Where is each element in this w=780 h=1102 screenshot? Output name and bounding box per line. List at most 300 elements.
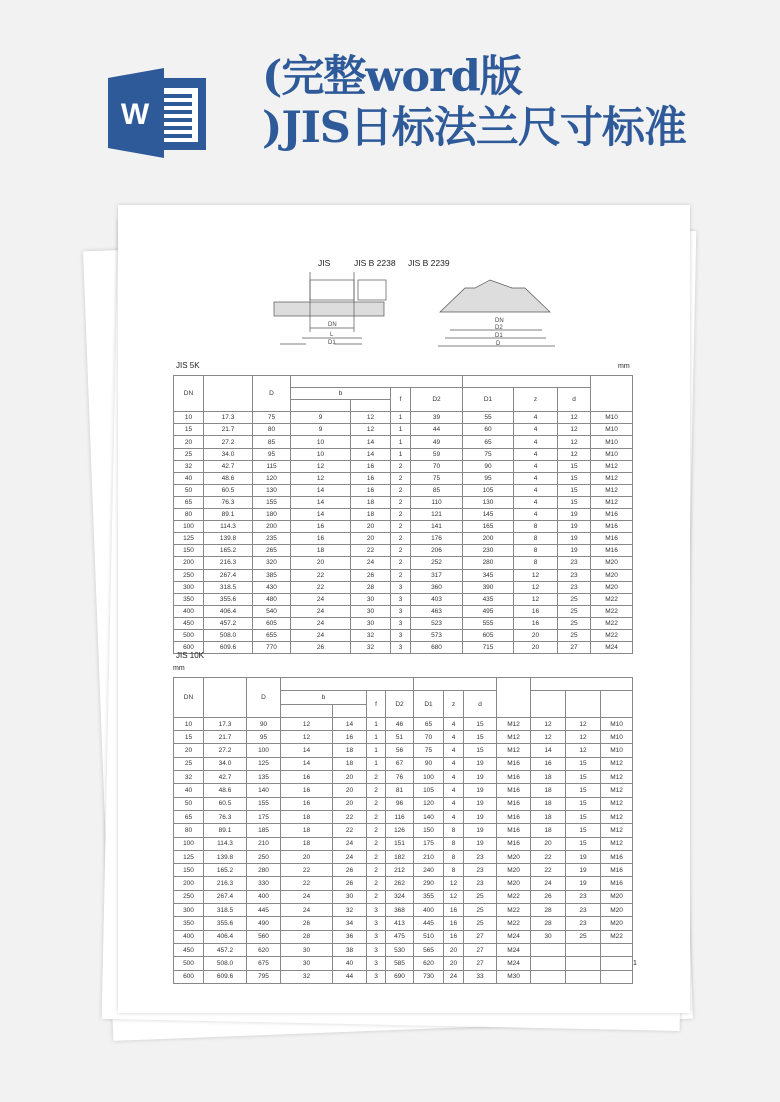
table-cell: 463 — [411, 605, 463, 617]
table-cell: 200 — [174, 557, 204, 569]
table-cell: 24 — [531, 877, 566, 890]
table-cell: 12 — [558, 436, 591, 448]
table-cell: 22 — [281, 877, 333, 890]
table-cell: 445 — [247, 904, 281, 917]
table-cell: 20 — [444, 957, 464, 970]
table-cell: M10 — [601, 717, 633, 730]
table-cell: 75 — [411, 472, 463, 484]
table-cell: 100 — [174, 837, 204, 850]
table-cell: 252 — [411, 557, 463, 569]
table-cell: 76.3 — [204, 496, 253, 508]
table-cell: 24 — [333, 837, 367, 850]
table-cell: 2 — [367, 824, 386, 837]
table-cell: 16 — [444, 930, 464, 943]
table-cell: 368 — [386, 904, 414, 917]
table-cell: M10 — [601, 744, 633, 757]
table-cell: 457.2 — [204, 617, 253, 629]
table-cell: 44 — [411, 424, 463, 436]
table-cell: 12 — [558, 424, 591, 436]
table-cell: 34.0 — [204, 757, 247, 770]
table-cell: 200 — [253, 521, 291, 533]
table-cell: 318.5 — [204, 581, 253, 593]
table-cell: 15 — [464, 717, 497, 730]
table-cell: 19 — [566, 877, 601, 890]
table-cell: 16 — [291, 533, 351, 545]
table-5k-unit: mm — [618, 363, 630, 370]
table-cell: 25 — [174, 757, 204, 770]
table-cell: 40 — [174, 472, 204, 484]
table-cell: 540 — [253, 605, 291, 617]
table-cell — [601, 943, 633, 956]
table-cell: 27 — [464, 957, 497, 970]
table-row — [174, 460, 633, 472]
table-cell: 30 — [351, 617, 391, 629]
table-cell: 15 — [558, 472, 591, 484]
table-cell: 80 — [174, 509, 204, 521]
table-cell: 10 — [291, 448, 351, 460]
header-d2: D2 — [386, 691, 414, 718]
table-cell: M20 — [497, 877, 531, 890]
table-cell: 24 — [291, 629, 351, 641]
table-cell: 400 — [174, 930, 204, 943]
table-cell: 400 — [414, 904, 444, 917]
table-cell: 4 — [514, 424, 558, 436]
table-cell: 3 — [367, 904, 386, 917]
table-cell: 23 — [464, 850, 497, 863]
table-cell: 8 — [444, 850, 464, 863]
table-cell: M22 — [497, 917, 531, 930]
table-cell: 18 — [351, 496, 391, 508]
table-cell: 14 — [291, 509, 351, 521]
table-cell: M22 — [591, 605, 633, 617]
table-cell: 16 — [531, 757, 566, 770]
table-cell: 3 — [367, 970, 386, 983]
table-cell: 19 — [566, 850, 601, 863]
table-cell: 457.2 — [204, 943, 247, 956]
svg-text:W: W — [120, 98, 150, 131]
table-cell: 27.2 — [204, 744, 247, 757]
table-cell: 320 — [253, 557, 291, 569]
table-row — [174, 545, 633, 557]
table-cell: 290 — [414, 877, 444, 890]
table-cell: M12 — [591, 472, 633, 484]
table-cell: 150 — [414, 824, 444, 837]
table-cell: 12 — [351, 412, 391, 424]
table-cell: M22 — [601, 930, 633, 943]
table-cell: 20 — [333, 797, 367, 810]
table-cell: 2 — [367, 771, 386, 784]
table-cell: 450 — [174, 943, 204, 956]
table-row — [174, 533, 633, 545]
table-row — [174, 569, 633, 581]
table-10k-unit: mm — [173, 665, 185, 672]
table-cell: 65 — [463, 436, 514, 448]
table-cell: 65 — [174, 496, 204, 508]
table-cell: 400 — [174, 605, 204, 617]
table-cell: 3 — [391, 605, 411, 617]
table-row — [174, 731, 633, 744]
table-cell: 89.1 — [204, 824, 247, 837]
table-cell: 22 — [291, 581, 351, 593]
table-cell: M16 — [601, 850, 633, 863]
table-cell: 8 — [444, 864, 464, 877]
table-cell: 14 — [351, 436, 391, 448]
table-cell: 4 — [444, 810, 464, 823]
table-cell: 28 — [281, 930, 333, 943]
table-cell: 18 — [281, 837, 333, 850]
table-cell: M16 — [601, 877, 633, 890]
table-cell: 42.7 — [204, 771, 247, 784]
table-cell: M24 — [497, 957, 531, 970]
table-cell: 14 — [291, 496, 351, 508]
table-cell: 26 — [333, 877, 367, 890]
table-cell: 120 — [253, 472, 291, 484]
table-cell: M12 — [601, 810, 633, 823]
table-row — [174, 557, 633, 569]
table-cell: 16 — [514, 617, 558, 629]
table-cell: 27 — [558, 642, 591, 654]
table-cell: 32 — [351, 642, 391, 654]
table-cell: 20 — [333, 784, 367, 797]
table-cell: 4 — [514, 472, 558, 484]
table-cell: 265 — [253, 545, 291, 557]
table-row — [174, 605, 633, 617]
table-cell: 3 — [367, 957, 386, 970]
table-row — [174, 771, 633, 784]
table-cell: 390 — [463, 581, 514, 593]
table-cell — [566, 957, 601, 970]
table-cell: 400 — [247, 890, 281, 903]
table-cell: 12 — [566, 744, 601, 757]
table-cell: 508.0 — [204, 629, 253, 641]
table-cell: 25 — [558, 617, 591, 629]
table-cell: 16 — [351, 472, 391, 484]
table-cell: 14 — [531, 744, 566, 757]
svg-text:JIS B 2239: JIS B 2239 — [408, 258, 450, 268]
table-cell: 65 — [174, 810, 204, 823]
table-row — [174, 784, 633, 797]
table-cell: 565 — [414, 943, 444, 956]
table-cell: 22 — [281, 864, 333, 877]
table-cell: 262 — [386, 877, 414, 890]
table-cell: 139.8 — [204, 533, 253, 545]
table-cell: 39 — [411, 412, 463, 424]
table-cell: M10 — [601, 731, 633, 744]
table-cell: 16 — [281, 771, 333, 784]
table-cell: M16 — [591, 545, 633, 557]
table-cell: 770 — [253, 642, 291, 654]
table-cell: 100 — [414, 771, 444, 784]
table-cell: 40 — [333, 957, 367, 970]
table-cell: 28 — [531, 917, 566, 930]
table-cell: 324 — [386, 890, 414, 903]
table-cell: 185 — [247, 824, 281, 837]
table-cell: 16 — [281, 797, 333, 810]
table-cell: 18 — [291, 545, 351, 557]
table-row — [174, 581, 633, 593]
header-b: b — [281, 691, 367, 704]
table-cell: 10 — [174, 717, 204, 730]
table-row — [174, 424, 633, 436]
table-cell: 114.3 — [204, 521, 253, 533]
table-cell: 25 — [566, 930, 601, 943]
table-cell: 280 — [247, 864, 281, 877]
table-cell: 680 — [411, 642, 463, 654]
table-cell: 19 — [464, 837, 497, 850]
table-cell: 19 — [464, 797, 497, 810]
table-cell: 12 — [351, 424, 391, 436]
table-cell: 155 — [247, 797, 281, 810]
svg-text:JIS B 2238: JIS B 2238 — [354, 258, 396, 268]
table-row — [174, 617, 633, 629]
table-cell — [566, 943, 601, 956]
table-cell: 210 — [414, 850, 444, 863]
table-cell: 23 — [566, 917, 601, 930]
table-cell: 1 — [391, 448, 411, 460]
table-cell: 1 — [391, 436, 411, 448]
table-cell: 176 — [411, 533, 463, 545]
table-cell: 32 — [333, 904, 367, 917]
table-cell: 19 — [558, 521, 591, 533]
table-cell: 140 — [247, 784, 281, 797]
table-cell: 15 — [566, 771, 601, 784]
table-cell: 14 — [333, 717, 367, 730]
table-cell: M22 — [591, 617, 633, 629]
header-d2: D2 — [411, 388, 463, 412]
table-cell: 555 — [463, 617, 514, 629]
table-cell: 4 — [514, 496, 558, 508]
table-cell: 27 — [464, 930, 497, 943]
table-cell: 24 — [444, 970, 464, 983]
table-cell: 38 — [333, 943, 367, 956]
table-cell: 675 — [247, 957, 281, 970]
table-cell: 715 — [463, 642, 514, 654]
table-cell: 151 — [386, 837, 414, 850]
title-line-2: )JIS日标法兰尺寸标准 — [262, 103, 686, 153]
table-cell: 22 — [333, 824, 367, 837]
table-cell: M20 — [591, 557, 633, 569]
table-cell: 12 — [444, 890, 464, 903]
table-cell: 2 — [391, 533, 411, 545]
table-cell: 155 — [253, 496, 291, 508]
table-cell: 355.6 — [204, 917, 247, 930]
table-cell: 2 — [367, 837, 386, 850]
table-cell: 12 — [566, 731, 601, 744]
table-cell: M20 — [601, 904, 633, 917]
table-cell: 8 — [444, 824, 464, 837]
table-cell: 42.7 — [204, 460, 253, 472]
table-cell: 27 — [464, 943, 497, 956]
table-cell: 105 — [463, 484, 514, 496]
table-cell: 1 — [391, 424, 411, 436]
table-cell: M20 — [601, 917, 633, 930]
table-row — [174, 496, 633, 508]
table-cell: 30 — [281, 957, 333, 970]
table-cell: 4 — [444, 717, 464, 730]
table-cell: M10 — [591, 448, 633, 460]
table-cell: 175 — [247, 810, 281, 823]
table-row — [174, 472, 633, 484]
table-cell: 500 — [174, 629, 204, 641]
table-cell: 23 — [558, 581, 591, 593]
table-cell: 15 — [464, 731, 497, 744]
table-cell: M16 — [601, 864, 633, 877]
table-cell: 23 — [464, 864, 497, 877]
table-cell: 250 — [247, 850, 281, 863]
table-cell: 15 — [174, 424, 204, 436]
table-cell: 15 — [566, 784, 601, 797]
table-cell: 59 — [411, 448, 463, 460]
table-cell: M12 — [601, 771, 633, 784]
table-cell: 795 — [247, 970, 281, 983]
table-cell: 2 — [391, 472, 411, 484]
table-cell: 48.6 — [204, 784, 247, 797]
table-cell: M20 — [497, 850, 531, 863]
table-cell: 4 — [444, 731, 464, 744]
svg-text:JIS: JIS — [318, 258, 331, 268]
table-cell: 165.2 — [204, 864, 247, 877]
table-cell: 60.5 — [204, 484, 253, 496]
table-cell: 18 — [333, 757, 367, 770]
word-logo-icon — [108, 68, 208, 158]
title-line-1: (完整word版 — [262, 52, 522, 102]
table-cell: M12 — [497, 744, 531, 757]
table-cell: M16 — [497, 771, 531, 784]
table-cell: 44 — [333, 970, 367, 983]
table-cell — [531, 957, 566, 970]
table-cell: 14 — [351, 448, 391, 460]
table-cell: 18 — [531, 771, 566, 784]
table-cell: 36 — [333, 930, 367, 943]
table-cell: 121 — [411, 509, 463, 521]
table-cell: 573 — [411, 629, 463, 641]
table-cell: 14 — [281, 757, 333, 770]
table-cell: 355.6 — [204, 593, 253, 605]
table-cell: 17.3 — [204, 412, 253, 424]
table-cell: 2 — [367, 864, 386, 877]
table-cell: M16 — [591, 533, 633, 545]
table-cell: 240 — [414, 864, 444, 877]
table-cell: M22 — [591, 629, 633, 641]
table-cell: 300 — [174, 581, 204, 593]
table-cell: 1 — [367, 744, 386, 757]
table-cell: 56 — [386, 744, 414, 757]
table-cell: M20 — [497, 864, 531, 877]
table-cell: 450 — [174, 617, 204, 629]
table-cell: M12 — [591, 484, 633, 496]
table-cell: 3 — [391, 642, 411, 654]
table-cell: 8 — [514, 533, 558, 545]
table-cell: 26 — [333, 864, 367, 877]
table-cell: 15 — [174, 731, 204, 744]
table-cell: 8 — [514, 545, 558, 557]
table-cell: 110 — [411, 496, 463, 508]
table-cell: 350 — [174, 917, 204, 930]
table-cell: 25 — [558, 593, 591, 605]
table-cell: 2 — [367, 850, 386, 863]
table-cell: 33 — [464, 970, 497, 983]
table-cell: 15 — [566, 757, 601, 770]
table-cell: 3 — [367, 930, 386, 943]
table-cell: 230 — [463, 545, 514, 557]
table-cell: 34 — [333, 917, 367, 930]
table-row — [174, 448, 633, 460]
table-cell: 18 — [281, 824, 333, 837]
table-cell: 4 — [514, 460, 558, 472]
table-cell: 2 — [391, 484, 411, 496]
table-cell: 406.4 — [204, 605, 253, 617]
table-cell: 2 — [391, 460, 411, 472]
table-5k-label: JIS 5K — [176, 361, 200, 370]
header-dn: DN — [174, 376, 204, 412]
table-cell: 20 — [174, 436, 204, 448]
table-cell: 19 — [558, 533, 591, 545]
table-cell — [531, 943, 566, 956]
table-cell: M12 — [497, 731, 531, 744]
table-cell: 200 — [174, 877, 204, 890]
table-cell: 12 — [531, 717, 566, 730]
table-row — [174, 744, 633, 757]
table-cell — [531, 970, 566, 983]
table-cell: 600 — [174, 642, 204, 654]
table-cell: 605 — [463, 629, 514, 641]
table-cell: 4 — [514, 484, 558, 496]
table-cell: 26 — [291, 642, 351, 654]
table-cell: 330 — [247, 877, 281, 890]
table-cell: 22 — [333, 810, 367, 823]
table-cell: M12 — [601, 824, 633, 837]
table-row — [174, 717, 633, 730]
table-cell: 30 — [531, 930, 566, 943]
table-cell: 40 — [174, 784, 204, 797]
table-cell: M22 — [497, 904, 531, 917]
header-d1: D1 — [414, 691, 444, 718]
table-cell: 20 — [281, 850, 333, 863]
table-cell: 25 — [558, 629, 591, 641]
table-cell: 1 — [391, 412, 411, 424]
table-cell: 125 — [174, 850, 204, 863]
table-cell: 20 — [531, 837, 566, 850]
table-cell: 115 — [253, 460, 291, 472]
table-cell: 2 — [391, 496, 411, 508]
svg-text:DN: DN — [495, 318, 504, 324]
table-cell: 130 — [253, 484, 291, 496]
table-cell: 20 — [351, 533, 391, 545]
table-cell: 2 — [367, 784, 386, 797]
jis-10k-table — [173, 677, 633, 984]
table-cell — [601, 957, 633, 970]
header-d: D — [247, 678, 281, 718]
table-cell: 15 — [464, 744, 497, 757]
table-cell: 2 — [391, 557, 411, 569]
table-row — [174, 824, 633, 837]
table-cell: 141 — [411, 521, 463, 533]
table-cell: 18 — [351, 509, 391, 521]
svg-text:D: D — [496, 341, 501, 347]
table-cell: 18 — [333, 744, 367, 757]
table-cell: 3 — [391, 581, 411, 593]
table-cell: 20 — [351, 521, 391, 533]
table-row — [174, 957, 633, 970]
table-row — [174, 642, 633, 654]
table-cell: 355 — [414, 890, 444, 903]
table-cell: 235 — [253, 533, 291, 545]
table-cell: 139.8 — [204, 850, 247, 863]
table-row — [174, 864, 633, 877]
table-cell: 12 — [566, 717, 601, 730]
table-cell: 2 — [391, 545, 411, 557]
table-cell: 2 — [391, 569, 411, 581]
